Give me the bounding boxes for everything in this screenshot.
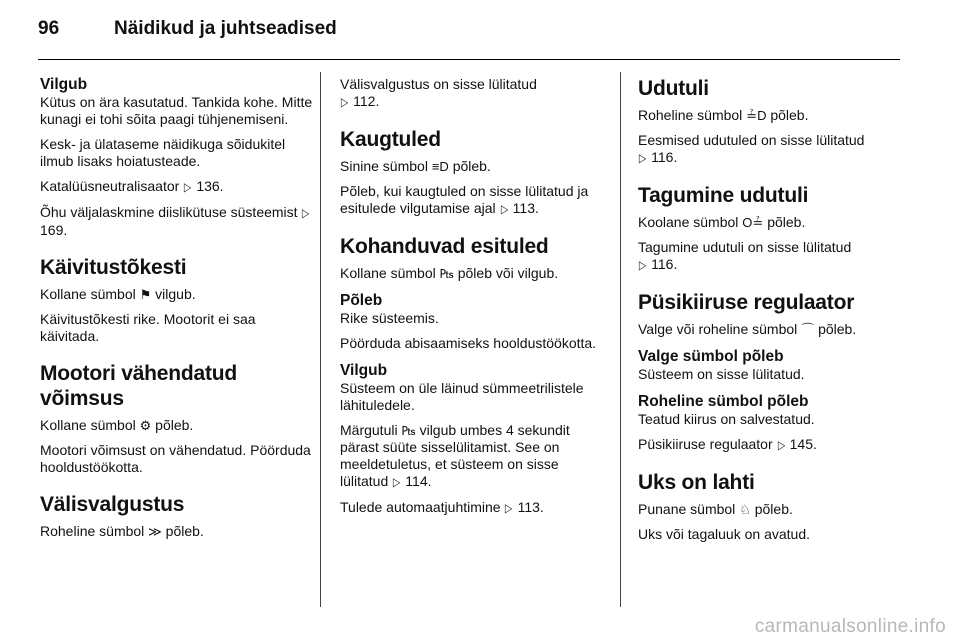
text: põleb. — [448, 158, 491, 174]
section-heading: Vilgub — [40, 76, 88, 93]
paragraph — [40, 417, 314, 434]
paragraph — [638, 321, 906, 338]
paragraph — [340, 422, 606, 491]
reference-arrow-icon: ▷ — [302, 206, 310, 220]
paragraph: Teatud kiirus on salvestatud. — [638, 411, 815, 427]
reference-arrow-icon: ▷ — [777, 438, 785, 452]
header-rule — [38, 59, 900, 60]
page-reference-link[interactable]: 136. — [196, 178, 224, 194]
section-heading: Kohanduvad esituled — [340, 235, 549, 258]
paragraph: Kesk- ja ülataseme näidikuga sõidukitel ilmub lisaks hoiatusteade. — [40, 136, 286, 169]
front-fog-light-icon: ≟D — [746, 108, 767, 123]
text: vilgub. — [151, 286, 196, 302]
text: Tagumine udutuli on sisse lülitatud — [638, 239, 852, 255]
page-reference-link[interactable]: 116. — [651, 256, 678, 272]
text: Sinine sümbol — [340, 158, 432, 174]
paragraph — [40, 178, 314, 196]
text: põleb. — [763, 214, 806, 230]
page-number: 96 — [38, 18, 60, 39]
reference-arrow-icon: ▷ — [638, 151, 647, 165]
text: Koolane sümbol — [638, 214, 743, 230]
page-reference-link[interactable]: 145. — [789, 436, 817, 452]
rear-fog-light-icon: O≟ — [742, 215, 764, 230]
paragraph — [638, 132, 906, 167]
page-reference-link[interactable]: 116. — [651, 149, 678, 165]
section-heading: Uks on lahti — [638, 471, 755, 494]
text: Tulede automaatjuhtimine — [340, 499, 505, 515]
column-right — [638, 76, 906, 551]
text: Valge või roheline sümbol — [638, 321, 802, 337]
text: vilgub umbes 4 sekundit pärast süüte sisselülitamist. See on meeldetuletus, et süsteem on sisse lülitatud — [340, 422, 570, 489]
page-reference-link[interactable]: 114. — [405, 473, 432, 489]
section-heading: Välisvalgustus — [40, 493, 185, 516]
text: põleb. — [750, 501, 793, 517]
text: Punane sümbol — [638, 501, 740, 517]
paragraph — [40, 286, 314, 303]
section-heading: Roheline sümbol põleb — [638, 393, 809, 410]
text: Püsikiiruse regulaator — [638, 436, 777, 452]
column-divider — [320, 72, 321, 607]
text: Kollane sümbol — [340, 265, 440, 281]
section-heading: Põleb — [340, 292, 383, 309]
paragraph — [340, 499, 606, 517]
page-reference-link[interactable]: 169. — [40, 222, 68, 238]
paragraph: Mootori võimsust on vähendatud. Pöörduda hooldustöökotta. — [40, 442, 311, 475]
car-lock-icon: ⚑ — [139, 287, 152, 302]
engine-reduced-power-icon: ⚙ — [139, 418, 152, 433]
paragraph — [638, 214, 906, 231]
page-reference-link[interactable]: 112. — [353, 93, 380, 109]
text: Eesmised udutuled on sisse lülitatud — [638, 132, 865, 148]
section-heading: Vilgub — [340, 362, 388, 379]
text: Välisvalgustus on sisse lülitatud — [340, 76, 537, 92]
paragraph: Pöörduda abisaamiseks hooldustöökotta. — [340, 335, 597, 351]
paragraph — [638, 436, 906, 454]
paragraph — [40, 204, 314, 239]
section-heading: Valge sümbol põleb — [638, 348, 784, 365]
exterior-light-icon: ≫ — [148, 524, 162, 539]
reference-arrow-icon: ▷ — [638, 258, 647, 272]
section-heading: Udutuli — [638, 77, 709, 100]
reference-arrow-icon: ▷ — [340, 95, 349, 109]
text: põleb. — [161, 523, 204, 539]
paragraph — [638, 107, 906, 124]
reference-arrow-icon: ▷ — [184, 180, 192, 194]
reference-arrow-icon: ▷ — [505, 501, 513, 515]
column-left — [40, 76, 314, 548]
page-reference-link[interactable]: 113. — [512, 200, 539, 216]
paragraph — [638, 239, 906, 274]
watermark: carmanualsonline.info — [754, 616, 946, 637]
text: põleb. — [766, 107, 809, 123]
text: Põleb, kui kaugtuled on sisse lülitatud ja esitulede vilgutamise ajal — [340, 183, 589, 216]
reference-arrow-icon: ▷ — [500, 202, 508, 216]
text: Roheline sümbol — [638, 107, 747, 123]
door-open-icon: ♘ — [739, 502, 751, 517]
paragraph: Kütus on ära kasutatud. Tankida kohe. Mitte kunagi ei tohi sõita paagi tühjenemiseni. — [40, 94, 313, 127]
text: Märgutuli — [340, 422, 402, 438]
text: põleb. — [151, 417, 194, 433]
paragraph — [638, 501, 906, 518]
paragraph: Rike süsteemis. — [340, 310, 439, 326]
paragraph: Süsteem on üle läinud sümmeetrilistele lähituledele. — [340, 380, 584, 413]
paragraph: Süsteem on sisse lülitatud. — [638, 366, 805, 382]
high-beam-icon: ≡D — [431, 159, 449, 174]
paragraph: Uks või tagaluuk on avatud. — [638, 526, 810, 542]
paragraph — [340, 158, 606, 175]
reference-arrow-icon: ▷ — [393, 475, 401, 489]
text: Kollane sümbol — [40, 417, 140, 433]
page-reference-link[interactable]: 113. — [517, 499, 544, 515]
column-middle — [340, 76, 606, 525]
text: põleb või vilgub. — [453, 265, 559, 281]
paragraph: Käivitustõkesti rike. Mootorit ei saa käivitada. — [40, 311, 256, 344]
column-divider — [620, 72, 621, 607]
section-heading: Kaugtuled — [340, 128, 441, 151]
paragraph — [40, 523, 314, 540]
page-title: Näidikud ja juhtseadised — [114, 18, 337, 39]
section-heading: Mootori vähendatud võimsus — [40, 362, 238, 410]
adaptive-headlight-icon: ₧ — [439, 266, 454, 281]
adaptive-headlight-icon: ₧ — [401, 423, 416, 438]
section-heading: Käivitustõkesti — [40, 256, 187, 279]
paragraph — [340, 183, 606, 218]
text: Õhu väljalaskmine diislikütuse süsteemist — [40, 204, 302, 220]
paragraph — [340, 265, 606, 282]
text: põleb. — [814, 321, 857, 337]
text: Katalüüsneutralisaator — [40, 178, 184, 194]
text: Roheline sümbol — [40, 523, 149, 539]
cruise-control-icon: ⌒ — [801, 322, 815, 337]
section-heading: Püsikiiruse regulaator — [638, 291, 855, 314]
text: Kollane sümbol — [40, 286, 140, 302]
section-heading: Tagumine udutuli — [638, 184, 809, 207]
paragraph — [340, 76, 606, 111]
